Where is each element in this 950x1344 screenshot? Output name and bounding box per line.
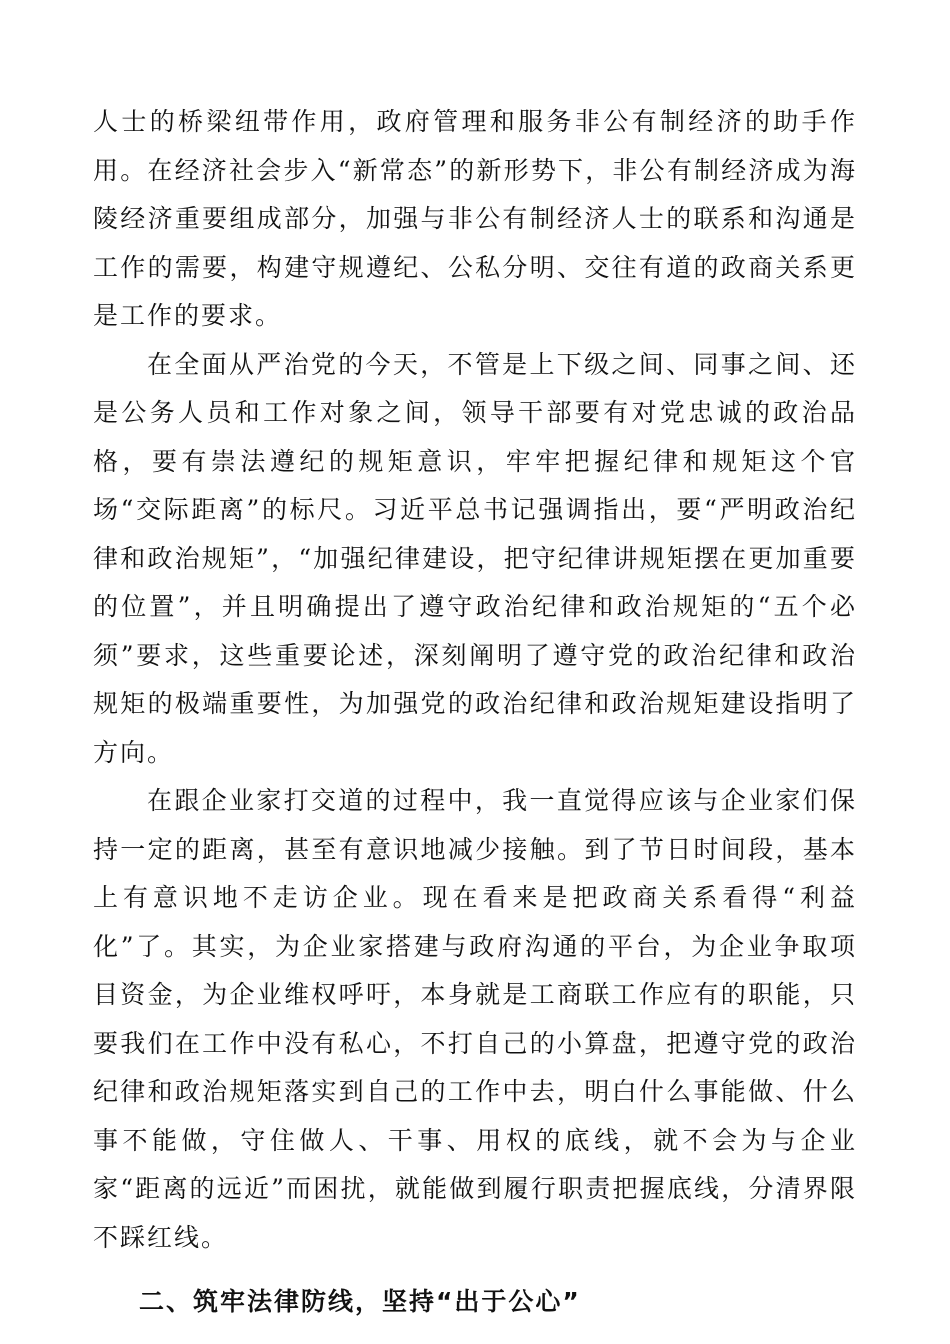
- document-body: [93, 98, 857, 1327]
- section-heading: 二、筑牢法律防线，坚持“出于公心”: [139, 1287, 581, 1316]
- paragraph-entrepreneurs: 在跟企业家打交道的过程中，我一直觉得应该与企业家们保持一定的距离，甚至有意识地减少接触。到了节日时间段，基本上有意识地不走访企业。现在看来是把政商关系看得“利益化”了。其实，为企业家搭建与政府沟通的平台，为企业争取项目资金，为企业维权呼吁，本身就是工商联工作应有的职能，只要我们在工作中没有私心，不打自己的小算盘，把遵守党的政治纪律和政治规矩落实到自己的工作中去，明白什么事能做、什么事不能做，守住做人、干事、用权的底线，就不会为与企业家“距离的远近”而困扰，就能做到履行职责把握底线，分清界限不踩红线。: [93, 786, 857, 1252]
- paragraph-continuation: 人士的桥梁纽带作用，政府管理和服务非公有制经济的助手作用。在经济社会步入“新常态”的新形势下，非公有制经济成为海陵经济重要组成部分，加强与非公有制经济人士的联系和沟通是工作的需要，构建守规遵纪、公私分明、交往有道的政商关系更是工作的要求。: [93, 107, 857, 330]
- paragraph-discipline: 在全面从严治党的今天，不管是上下级之间、同事之间、还是公务人员和工作对象之间，领导干部要有对党忠诚的政治品格，要有崇法遵纪的规矩意识，牢牢把握纪律和规矩这个官场“交际距离”的标尺。习近平总书记强调指出，要“严明政治纪律和政治规矩”，“加强纪律建设，把守纪律讲规矩摆在更加重要的位置”，并且明确提出了遵守政治纪律和政治规矩的“五个必须”要求，这些重要论述，深刻阐明了遵守党的政治纪律和政治规矩的极端重要性，为加强党的政治纪律和政治规矩建设指明了方向。: [93, 349, 857, 767]
